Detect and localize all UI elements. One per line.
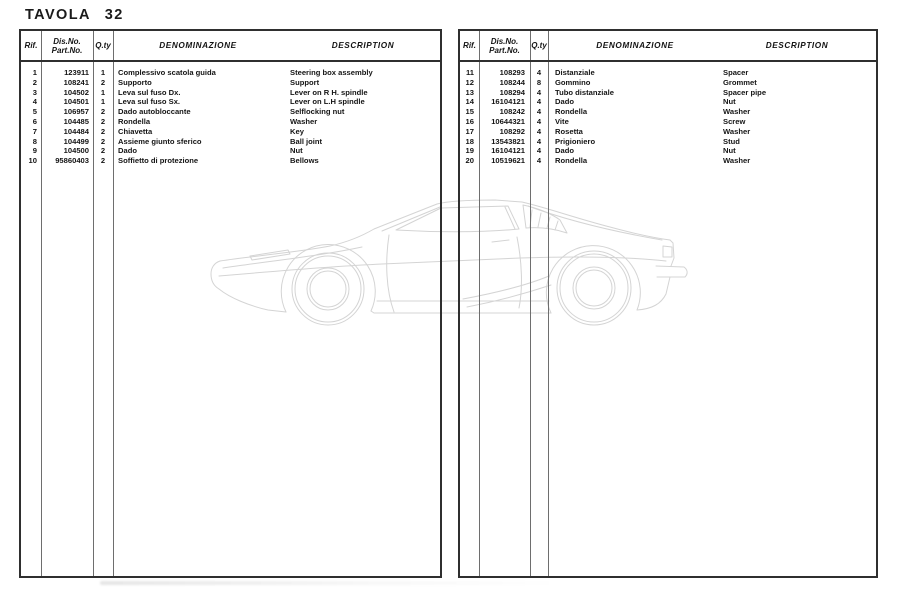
- table-row: [460, 68, 876, 78]
- cell-part: 108292: [499, 126, 525, 136]
- cell-part: 10644321: [491, 116, 525, 126]
- cell-desc: Washer: [723, 107, 751, 117]
- cell-rif: 3: [32, 87, 37, 97]
- cell-rif: 14: [465, 97, 474, 107]
- table-row: [21, 127, 440, 137]
- cell-rif: 8: [32, 136, 37, 146]
- cell-part: 108241: [63, 77, 89, 87]
- cell-qty: 2: [100, 126, 106, 136]
- cell-den: Assieme giunto sferico: [118, 136, 202, 146]
- cell-den: Rosetta: [555, 126, 583, 136]
- cell-qty: 2: [100, 107, 106, 117]
- cell-part: 123911: [64, 68, 89, 77]
- cell-den: Dado: [555, 97, 574, 107]
- cell-part: 108293: [499, 68, 525, 77]
- cell-den: Distanziale: [555, 68, 595, 77]
- cell-rif: 10: [28, 156, 37, 166]
- table-row: [21, 88, 440, 98]
- cell-qty: 4: [536, 116, 542, 126]
- header-part-no-line: Part.No.: [489, 45, 520, 55]
- cell-desc: Grommet: [723, 77, 757, 87]
- cell-desc: Steering box assembly: [290, 68, 373, 77]
- cell-qty: 2: [100, 77, 106, 87]
- cell-desc: Spacer: [723, 68, 749, 77]
- cell-part: 104502: [63, 87, 89, 97]
- cell-desc: Stud: [723, 136, 740, 146]
- table-row: [21, 97, 440, 107]
- cell-qty: 1: [100, 68, 106, 77]
- cell-qty: 4: [536, 107, 542, 117]
- cell-desc: Spacer pipe: [723, 87, 767, 97]
- table-row: [460, 97, 876, 107]
- table-row: [21, 78, 440, 88]
- cell-den: Rondella: [555, 156, 588, 166]
- cell-rif: 7: [32, 126, 37, 136]
- cell-rif: 11: [465, 68, 474, 77]
- header-rif: Rif.: [463, 41, 476, 50]
- cell-qty: 2: [100, 136, 106, 146]
- cell-qty: 1: [100, 87, 106, 97]
- table-row: [460, 117, 876, 127]
- cell-part: 108242: [499, 107, 525, 117]
- table-row: [460, 88, 876, 98]
- cell-qty: 4: [536, 97, 542, 107]
- cell-qty: 2: [100, 156, 106, 166]
- table-row: [460, 127, 876, 137]
- cell-qty: 8: [536, 77, 542, 87]
- cell-desc: Nut: [723, 146, 736, 156]
- table-row: [21, 68, 440, 78]
- header-part-no-line: Part.No.: [51, 45, 83, 55]
- table-rows: [460, 68, 876, 166]
- cell-desc: Nut: [290, 146, 303, 156]
- cell-desc: Washer: [723, 156, 751, 166]
- header-denominazione: DENOMINAZIONE: [159, 41, 237, 50]
- cell-rif: 9: [32, 146, 37, 156]
- cell-part: 13543821: [491, 136, 525, 146]
- cell-den: Leva sul fuso Dx.: [118, 87, 181, 97]
- header-denominazione: DENOMINAZIONE: [596, 41, 674, 50]
- table-row: [21, 107, 440, 117]
- cell-rif: 18: [465, 136, 474, 146]
- cell-part: 104499: [63, 136, 89, 146]
- cell-desc: Key: [290, 126, 304, 136]
- header-description: DESCRIPTION: [331, 41, 395, 50]
- header-qty: Q.ty: [95, 41, 111, 50]
- table-row: [460, 137, 876, 147]
- cell-part: 104501: [63, 97, 89, 107]
- cell-part: 104484: [63, 126, 89, 136]
- cell-part: 104500: [63, 146, 89, 156]
- cell-qty: 4: [536, 136, 542, 146]
- cell-rif: 20: [465, 156, 474, 166]
- cell-rif: 5: [32, 107, 37, 117]
- table-row: [21, 146, 440, 156]
- table-row: [21, 156, 440, 166]
- table-row: [460, 107, 876, 117]
- cell-desc: Washer: [723, 126, 751, 136]
- cell-den: Rondella: [118, 116, 151, 126]
- cell-part: 16104121: [491, 97, 525, 107]
- cell-qty: 4: [536, 126, 542, 136]
- cell-qty: 4: [536, 156, 542, 166]
- header-dis-no-line: Dis.No.: [490, 36, 519, 46]
- cell-qty: 2: [100, 146, 106, 156]
- cell-qty: 4: [536, 68, 542, 77]
- cell-rif: 17: [465, 126, 474, 136]
- table-row: [460, 156, 876, 166]
- cell-part: 95860403: [55, 156, 89, 166]
- cell-desc: Support: [290, 77, 320, 87]
- table-header: [21, 31, 440, 62]
- cell-rif: 1: [32, 68, 37, 77]
- header-part-no: [479, 31, 530, 60]
- cell-den: Chiavetta: [118, 126, 153, 136]
- cell-rif: 13: [465, 87, 474, 97]
- cell-den: Rondella: [555, 107, 588, 117]
- header-description: DESCRIPTION: [765, 41, 829, 50]
- header-qty: Q.ty: [531, 41, 547, 50]
- cell-den: Tubo distanziale: [555, 87, 614, 97]
- cell-qty: 4: [536, 87, 542, 97]
- table-row: [460, 78, 876, 88]
- cell-rif: 12: [465, 77, 474, 87]
- cell-desc: Washer: [290, 116, 318, 126]
- header-rif: Rif.: [24, 41, 38, 50]
- cell-qty: 1: [100, 97, 106, 107]
- cell-den: Supporto: [118, 77, 152, 87]
- header-dis-no-line: Dis.No.: [53, 36, 81, 46]
- cell-den: Soffietto di protezione: [118, 156, 199, 166]
- cell-den: Dado: [555, 146, 574, 156]
- parts-table-left: [19, 29, 442, 578]
- cell-part: 108244: [499, 77, 525, 87]
- table-row: [460, 146, 876, 156]
- cell-den: Vite: [555, 116, 569, 126]
- table-header: [460, 31, 876, 62]
- cell-desc: Nut: [723, 97, 736, 107]
- cell-den: Leva sul fuso Sx.: [118, 97, 181, 107]
- cell-part: 10519621: [491, 156, 525, 166]
- parts-table-right: [458, 29, 878, 578]
- cell-rif: 6: [32, 116, 37, 126]
- cell-part: 16104121: [491, 146, 525, 156]
- cell-den: Gommino: [555, 77, 591, 87]
- cell-qty: 4: [536, 146, 542, 156]
- cell-desc: Bellows: [290, 156, 319, 166]
- cell-desc: Screw: [723, 116, 746, 126]
- cell-rif: 2: [32, 77, 37, 87]
- cell-den: Complessivo scatola guida: [118, 68, 216, 77]
- cell-part: 104485: [63, 116, 89, 126]
- cell-den: Dado autobloccante: [118, 107, 191, 117]
- cell-den: Dado: [118, 146, 137, 156]
- table-row: [21, 117, 440, 127]
- cell-desc: Lever on R H. spindle: [290, 87, 368, 97]
- cell-part: 106957: [63, 107, 89, 117]
- page-title: TAVOLA 32: [25, 7, 124, 23]
- cell-den: Prigioniero: [555, 136, 596, 146]
- cell-desc: Selflocking nut: [290, 107, 345, 117]
- cell-rif: 19: [465, 146, 474, 156]
- cell-rif: 16: [465, 116, 474, 126]
- cell-desc: Ball joint: [290, 136, 323, 146]
- header-part-no: [41, 31, 93, 60]
- table-row: [21, 137, 440, 147]
- table-rows: [21, 68, 440, 166]
- cell-rif: 15: [465, 107, 474, 117]
- cell-rif: 4: [32, 97, 37, 107]
- cell-part: 108294: [499, 87, 525, 97]
- cell-qty: 2: [100, 116, 106, 126]
- cell-desc: Lever on L.H spindle: [290, 97, 365, 107]
